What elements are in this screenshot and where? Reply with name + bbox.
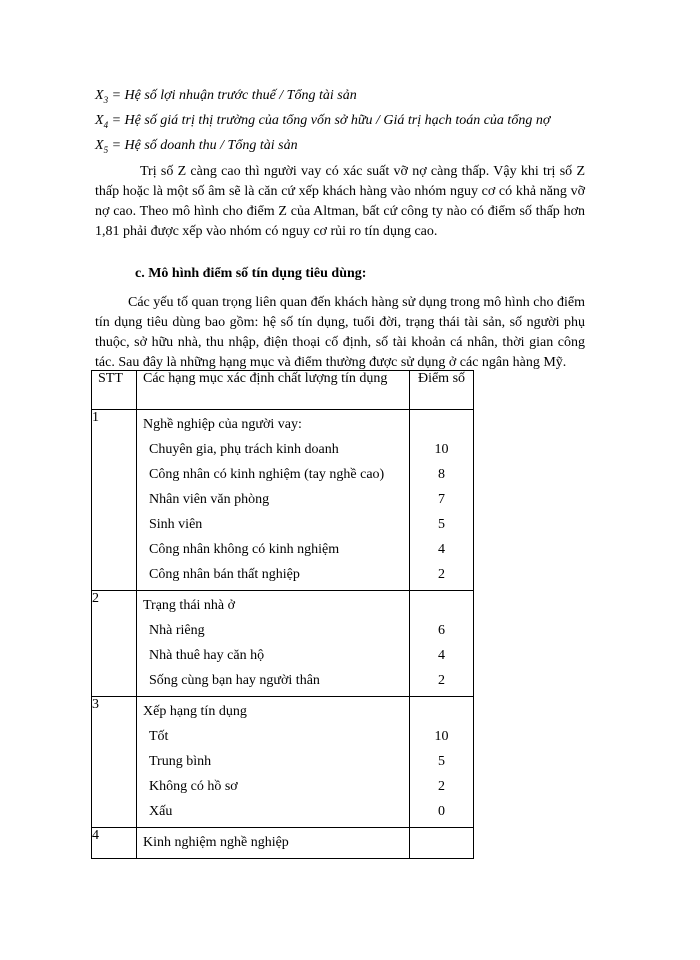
score-value: 0 xyxy=(438,804,445,819)
category-item: Công nhân không có kinh nghiệm xyxy=(149,542,340,557)
table-header-row xyxy=(92,371,474,410)
table-row xyxy=(92,591,474,697)
table-row xyxy=(92,697,474,828)
formula-symbol: X xyxy=(95,138,104,153)
formula-symbol: X xyxy=(95,88,104,103)
paragraph-line: tác. Sau đây là những hạng mục và điểm thường được sử dụng ở các ngân hàng Mỹ. xyxy=(95,355,567,370)
category-item: Nhân viên văn phòng xyxy=(149,492,270,507)
score-value: 4 xyxy=(438,542,445,557)
score-empty xyxy=(410,412,473,437)
row-stt: 1 xyxy=(92,410,137,591)
formula-symbol: X xyxy=(95,113,104,128)
category-item: Sinh viên xyxy=(149,517,203,532)
score-value: 8 xyxy=(438,467,445,482)
category-item: Không có hồ sơ xyxy=(149,779,238,794)
score-value: 7 xyxy=(438,492,445,507)
table-row xyxy=(92,410,474,591)
paragraph-z-score xyxy=(95,162,585,242)
paragraph-line: 1,81 phải được xếp vào nhóm có nguy cơ rủi ro tín dụng cao. xyxy=(95,224,438,239)
score-value: 2 xyxy=(438,673,445,688)
row-category xyxy=(137,828,410,859)
score-value: 2 xyxy=(438,567,445,582)
score-value: 4 xyxy=(438,648,445,663)
score-empty xyxy=(410,830,473,855)
row-stt: 2 xyxy=(92,591,137,697)
row-category xyxy=(137,697,410,828)
category-item: Xấu xyxy=(149,804,173,819)
category-item: Sống cùng bạn hay người thân xyxy=(149,673,320,688)
formula-subscript: 4 xyxy=(103,119,109,130)
category-item: Chuyên gia, phụ trách kinh doanh xyxy=(149,442,339,457)
score-empty xyxy=(410,699,473,724)
paragraph-line: thấp hoặc là một số âm sẽ là căn cứ xếp khách hàng vào nhóm nguy cơ có khả năng vỡ xyxy=(95,184,585,199)
row-scores xyxy=(410,828,474,859)
row-scores xyxy=(410,410,474,591)
category-item: Tốt xyxy=(149,729,169,744)
row-scores xyxy=(410,697,474,828)
row-stt: 3 xyxy=(92,697,137,828)
category-title: Xếp hạng tín dụng xyxy=(143,704,247,719)
row-scores xyxy=(410,591,474,697)
paragraph-line: Các yếu tố quan trọng liên quan đến khách hàng sử dụng trong mô hình cho điểm xyxy=(128,295,585,310)
formula-subscript: 5 xyxy=(103,144,109,155)
paragraph-line: tín dụng tiêu dùng bao gồm: hệ số tín dụng, tuổi đời, trạng thái tài sản, số người phụ xyxy=(95,315,585,330)
paragraph-line: nợ cao. Theo mô hình cho điểm Z của Altman, bất cứ công ty nào có điểm số thấp hơn xyxy=(95,204,585,219)
score-empty xyxy=(410,593,473,618)
category-item: Nhà thuê hay căn hộ xyxy=(149,648,265,663)
score-value: 2 xyxy=(438,779,445,794)
paragraph-consumer-credit xyxy=(95,293,585,373)
score-value: 10 xyxy=(434,442,449,457)
formula-x3 xyxy=(95,88,357,105)
score-value: 6 xyxy=(438,623,445,638)
row-stt: 4 xyxy=(92,828,137,859)
header-category: Các hạng mục xác định chất lượng tín dụng xyxy=(137,371,410,410)
category-item: Nhà riêng xyxy=(149,623,205,638)
row-category xyxy=(137,591,410,697)
section-heading: c. Mô hình điểm số tín dụng tiêu dùng: xyxy=(135,266,367,281)
formula-text: = Hệ số lợi nhuận trước thuế / Tổng tài sản xyxy=(108,88,357,103)
score-value: 5 xyxy=(438,517,445,532)
paragraph-line: thuộc, sở hữu nhà, thu nhập, điện thoại cố định, số tài khoản cá nhân, thời gian công xyxy=(95,335,585,350)
table-row xyxy=(92,828,474,859)
category-title: Kinh nghiệm nghề nghiệp xyxy=(143,835,289,850)
paragraph-line: Trị số Z càng cao thì người vay có xác suất vỡ nợ càng thấp. Vậy khi trị số Z xyxy=(140,164,585,179)
category-item: Trung bình xyxy=(149,754,212,769)
category-item: Công nhân có kinh nghiệm (tay nghề cao) xyxy=(149,467,385,482)
credit-score-table xyxy=(91,370,474,859)
score-value: 5 xyxy=(438,754,445,769)
score-value: 10 xyxy=(434,729,449,744)
header-score: Điểm số xyxy=(410,371,474,410)
formula-x4 xyxy=(95,113,550,130)
formula-text: = Hệ số giá trị thị trường của tổng vốn sở hữu / Giá trị hạch toán của tổng nợ xyxy=(108,113,551,128)
formula-subscript: 3 xyxy=(103,94,109,105)
row-category xyxy=(137,410,410,591)
category-title: Trạng thái nhà ở xyxy=(143,598,236,613)
formula-x5 xyxy=(95,138,298,155)
category-item: Công nhân bán thất nghiệp xyxy=(149,567,300,582)
formula-text: = Hệ số doanh thu / Tổng tài sản xyxy=(108,138,298,153)
category-title: Nghề nghiệp của người vay: xyxy=(143,417,302,432)
header-stt: STT xyxy=(92,371,137,410)
